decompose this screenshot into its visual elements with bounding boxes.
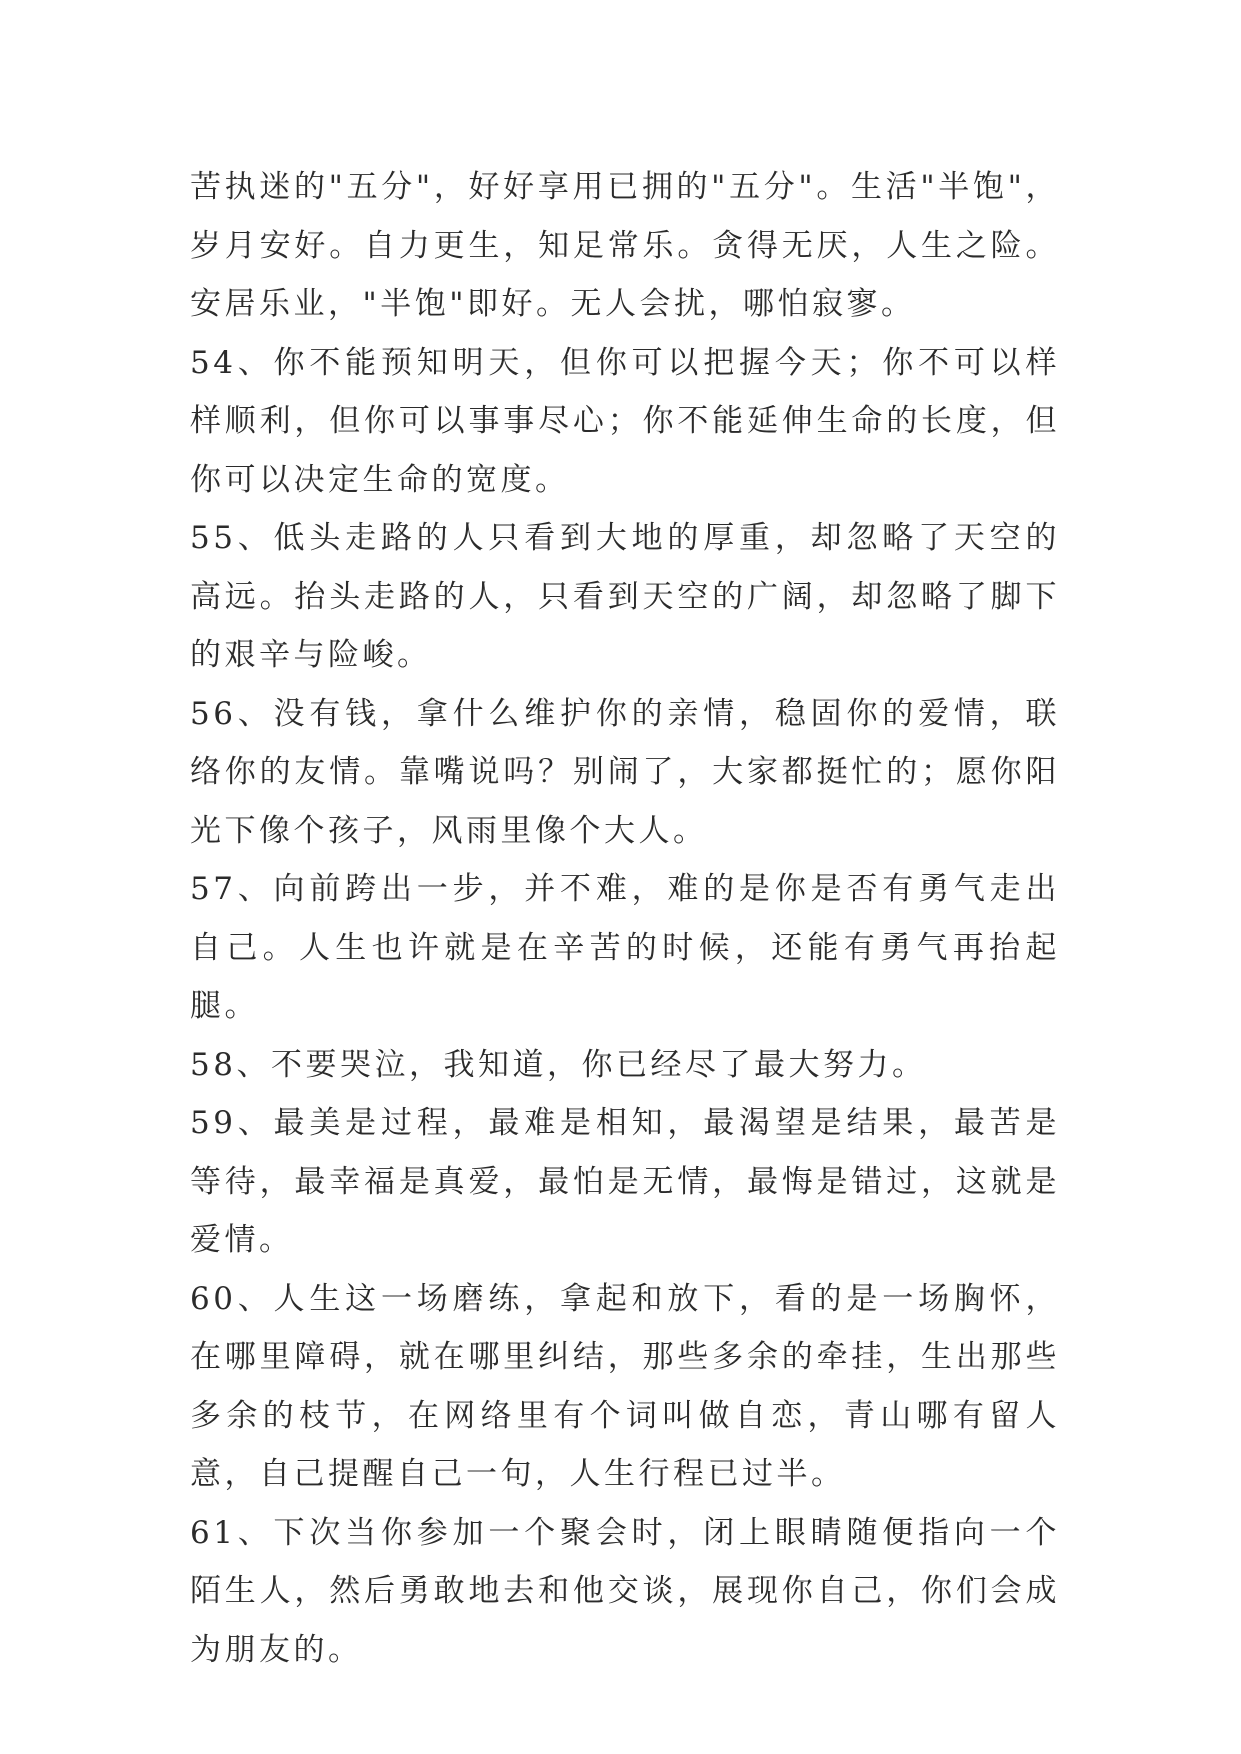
- paragraph-61: 61、下次当你参加一个聚会时，闭上眼睛随便指向一个陌生人，然后勇敢地去和他交谈，展现你自己，你们会成为朋友的。: [190, 1514, 1060, 1668]
- paragraph-59: 59、最美是过程，最难是相知，最渴望是结果，最苦是等待，最幸福是真爱，最怕是无情，最悔是错过，这就是爱情。: [190, 1105, 1060, 1258]
- paragraph-54: 54、你不能预知明天，但你可以把握今天；你不可以样样顺利，但你可以事事尽心；你不能延伸生命的长度，但你可以决定生命的宽度。: [190, 344, 1060, 498]
- paragraph-58: 58、不要哭泣，我知道，你已经尽了最大努力。: [190, 1046, 927, 1083]
- paragraph-60: 60、人生这一场磨练，拿起和放下，看的是一场胸怀，在哪里障碍，就在哪里纠结，那些多余的牵挂，生出那些多余的枝节，在网络里有个词叫做自恋，青山哪有留人意，自己提醒自己一句，人生行程已过半。: [190, 1280, 1060, 1492]
- paragraph-55: 55、低头走路的人只看到大地的厚重，却忽略了天空的高远。抬头走路的人，只看到天空的广阔，却忽略了脚下的艰辛与险峻。: [190, 520, 1060, 673]
- document-body: [190, 158, 1060, 1679]
- paragraph-56: 56、没有钱，拿什么维护你的亲情，稳固你的爱情，联络你的友情。靠嘴说吗？别闹了，大家都挺忙的；愿你阳光下像个孩子，风雨里像个大人。: [190, 695, 1060, 849]
- paragraph-57: 57、向前跨出一步，并不难，难的是你是否有勇气走出自己。人生也许就是在辛苦的时候，还能有勇气再抬起腿。: [190, 871, 1060, 1024]
- paragraph-continuation: 苦执迷的"五分"，好好享用已拥的"五分"。生活"半饱"，岁月安好。自力更生，知足常乐。贪得无厌，人生之险。安居乐业，"半饱"即好。无人会扰，哪怕寂寥。: [190, 169, 1060, 322]
